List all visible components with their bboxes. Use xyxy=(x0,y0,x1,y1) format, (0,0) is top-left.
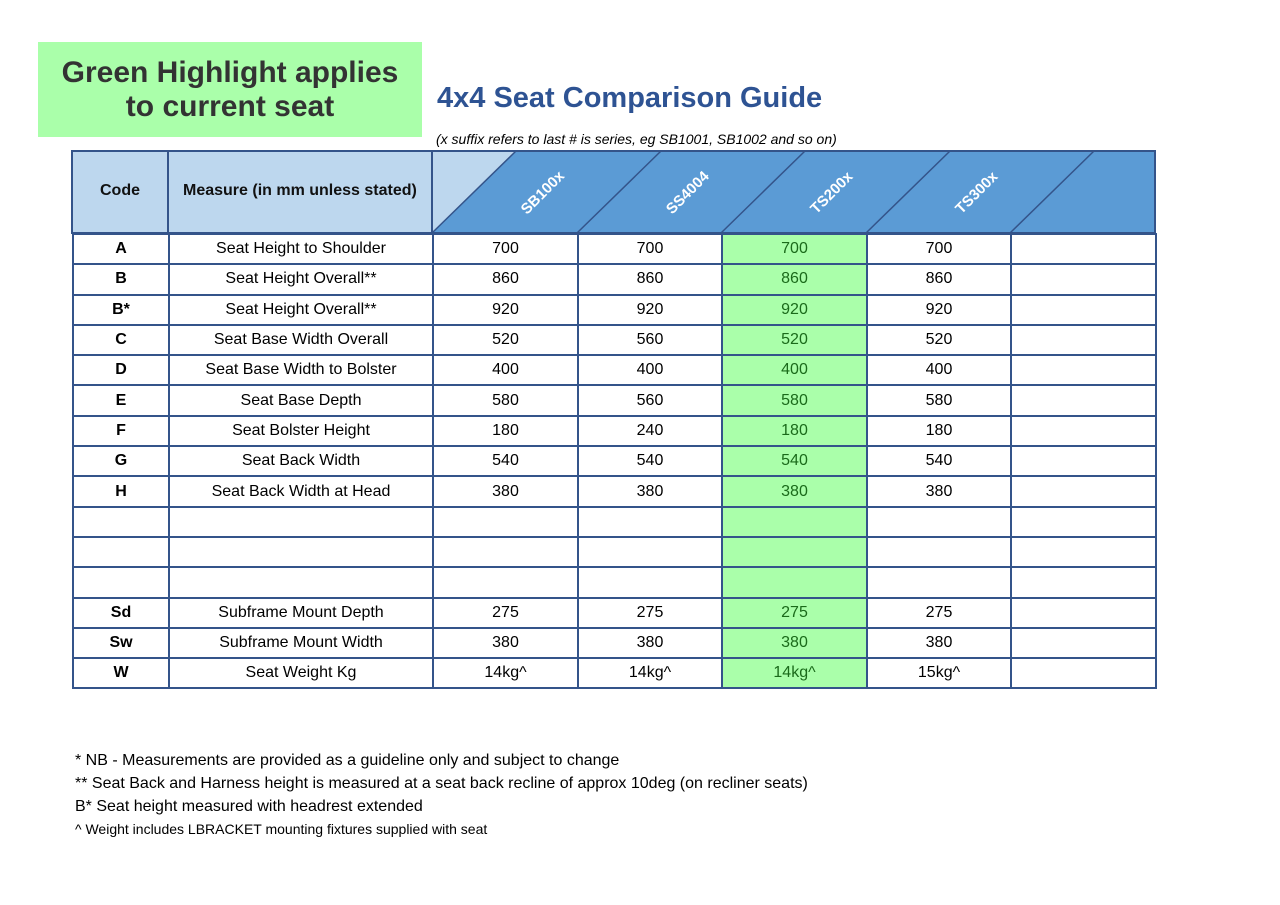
empty-cell xyxy=(1011,355,1156,385)
model-label-ts300x: TS300x xyxy=(952,168,1002,218)
model-label-ss4004: SS4004 xyxy=(662,167,713,218)
code-cell: W xyxy=(73,658,169,688)
value-cell xyxy=(578,507,722,537)
measure-cell xyxy=(169,567,433,597)
value-cell-highlighted xyxy=(722,537,867,567)
value-cell xyxy=(433,567,578,597)
measure-cell: Seat Base Width Overall xyxy=(169,325,433,355)
table-row xyxy=(73,325,1156,355)
code-cell: A xyxy=(73,234,169,264)
code-cell: H xyxy=(73,476,169,506)
value-cell xyxy=(578,537,722,567)
measure-cell: Seat Base Width to Bolster xyxy=(169,355,433,385)
footnote: ^ Weight includes LBRACKET mounting fixtures supplied with seat xyxy=(75,821,488,837)
value-cell-highlighted: 180 xyxy=(722,416,867,446)
empty-cell xyxy=(1011,537,1156,567)
value-cell: 520 xyxy=(867,325,1011,355)
code-cell xyxy=(73,507,169,537)
value-cell: 860 xyxy=(867,264,1011,294)
empty-cell xyxy=(1011,416,1156,446)
table-row xyxy=(73,476,1156,506)
measure-cell: Seat Back Width at Head xyxy=(169,476,433,506)
header-code: Code xyxy=(100,182,140,199)
page-subtitle: (x suffix refers to last # is series, eg SB1001, SB1002 and so on) xyxy=(436,131,837,147)
code-cell: D xyxy=(73,355,169,385)
value-cell: 14kg^ xyxy=(433,658,578,688)
value-cell-highlighted: 520 xyxy=(722,325,867,355)
footnote: * NB - Measurements are provided as a guideline only and subject to change xyxy=(75,752,620,769)
empty-cell xyxy=(1011,295,1156,325)
table-header xyxy=(0,0,1280,240)
value-cell: 540 xyxy=(578,446,722,476)
value-cell: 560 xyxy=(578,385,722,415)
value-cell-highlighted: 920 xyxy=(722,295,867,325)
empty-cell xyxy=(1011,507,1156,537)
measure-cell: Subframe Mount Width xyxy=(169,628,433,658)
value-cell: 540 xyxy=(433,446,578,476)
measure-cell: Seat Bolster Height xyxy=(169,416,433,446)
measure-cell: Seat Back Width xyxy=(169,446,433,476)
empty-cell xyxy=(1011,628,1156,658)
code-cell xyxy=(73,537,169,567)
header-measure: Measure (in mm unless stated) xyxy=(183,182,417,199)
value-cell-highlighted: 275 xyxy=(722,598,867,628)
value-cell: 400 xyxy=(433,355,578,385)
footnote: B* Seat height measured with headrest extended xyxy=(75,798,423,815)
value-cell: 920 xyxy=(867,295,1011,325)
code-cell: B* xyxy=(73,295,169,325)
measure-cell xyxy=(169,507,433,537)
value-cell: 15kg^ xyxy=(867,658,1011,688)
value-cell: 580 xyxy=(433,385,578,415)
value-cell: 700 xyxy=(433,234,578,264)
table-row xyxy=(73,598,1156,628)
measure-cell: Seat Weight Kg xyxy=(169,658,433,688)
value-cell: 180 xyxy=(867,416,1011,446)
value-cell-highlighted: 540 xyxy=(722,446,867,476)
value-cell-highlighted xyxy=(722,507,867,537)
table-row xyxy=(73,295,1156,325)
value-cell xyxy=(867,537,1011,567)
table-row xyxy=(73,537,1156,567)
value-cell-highlighted: 580 xyxy=(722,385,867,415)
value-cell: 380 xyxy=(433,628,578,658)
value-cell: 540 xyxy=(867,446,1011,476)
value-cell-highlighted: 380 xyxy=(722,476,867,506)
table-row xyxy=(73,507,1156,537)
value-cell: 275 xyxy=(867,598,1011,628)
empty-cell xyxy=(1011,234,1156,264)
value-cell: 380 xyxy=(867,476,1011,506)
table-row xyxy=(73,567,1156,597)
value-cell: 275 xyxy=(578,598,722,628)
value-cell: 400 xyxy=(867,355,1011,385)
model-label-ts200x: TS200x xyxy=(807,168,857,218)
value-cell: 700 xyxy=(578,234,722,264)
code-cell xyxy=(73,567,169,597)
value-cell: 380 xyxy=(433,476,578,506)
value-cell: 580 xyxy=(867,385,1011,415)
empty-cell xyxy=(1011,446,1156,476)
value-cell: 275 xyxy=(433,598,578,628)
empty-cell xyxy=(1011,385,1156,415)
page-title: 4x4 Seat Comparison Guide xyxy=(437,82,823,114)
value-cell: 240 xyxy=(578,416,722,446)
empty-cell xyxy=(1011,264,1156,294)
code-cell: Sw xyxy=(73,628,169,658)
empty-cell xyxy=(1011,476,1156,506)
table-row xyxy=(73,416,1156,446)
empty-cell xyxy=(1011,325,1156,355)
legend-line-2: to current seat xyxy=(125,89,335,123)
value-cell: 380 xyxy=(578,476,722,506)
legend-line-1: Green Highlight applies xyxy=(61,55,399,89)
code-cell: E xyxy=(73,385,169,415)
value-cell xyxy=(867,567,1011,597)
table-row xyxy=(73,446,1156,476)
table-row xyxy=(73,658,1156,688)
value-cell-highlighted: 700 xyxy=(722,234,867,264)
measure-cell: Seat Height to Shoulder xyxy=(169,234,433,264)
code-cell: G xyxy=(73,446,169,476)
code-cell: F xyxy=(73,416,169,446)
value-cell xyxy=(867,507,1011,537)
value-cell-highlighted: 400 xyxy=(722,355,867,385)
code-cell: B xyxy=(73,264,169,294)
value-cell: 380 xyxy=(578,628,722,658)
table-row xyxy=(73,355,1156,385)
value-cell-highlighted xyxy=(722,567,867,597)
value-cell: 14kg^ xyxy=(578,658,722,688)
value-cell-highlighted: 380 xyxy=(722,628,867,658)
measure-cell: Seat Base Depth xyxy=(169,385,433,415)
table-row xyxy=(73,264,1156,294)
value-cell xyxy=(433,537,578,567)
table-row xyxy=(73,628,1156,658)
code-cell: Sd xyxy=(73,598,169,628)
empty-cell xyxy=(1011,567,1156,597)
measure-cell: Seat Height Overall** xyxy=(169,295,433,325)
model-label-sb100x: SB100x xyxy=(517,167,568,218)
value-cell xyxy=(433,507,578,537)
empty-cell xyxy=(1011,658,1156,688)
value-cell-highlighted: 14kg^ xyxy=(722,658,867,688)
value-cell: 180 xyxy=(433,416,578,446)
empty-cell xyxy=(1011,598,1156,628)
table-row xyxy=(73,385,1156,415)
measure-cell xyxy=(169,537,433,567)
value-cell xyxy=(578,567,722,597)
value-cell: 520 xyxy=(433,325,578,355)
value-cell: 920 xyxy=(578,295,722,325)
measure-cell: Seat Height Overall** xyxy=(169,264,433,294)
footnote: ** Seat Back and Harness height is measured at a seat back recline of approx 10deg (on recliner seats) xyxy=(75,775,808,792)
value-cell: 380 xyxy=(867,628,1011,658)
value-cell: 920 xyxy=(433,295,578,325)
value-cell: 860 xyxy=(433,264,578,294)
value-cell: 560 xyxy=(578,325,722,355)
code-cell: C xyxy=(73,325,169,355)
value-cell: 400 xyxy=(578,355,722,385)
value-cell: 700 xyxy=(867,234,1011,264)
table-row xyxy=(73,234,1156,264)
footnotes xyxy=(75,749,808,841)
value-cell-highlighted: 860 xyxy=(722,264,867,294)
comparison-table xyxy=(72,233,1157,689)
measure-cell: Subframe Mount Depth xyxy=(169,598,433,628)
value-cell: 860 xyxy=(578,264,722,294)
